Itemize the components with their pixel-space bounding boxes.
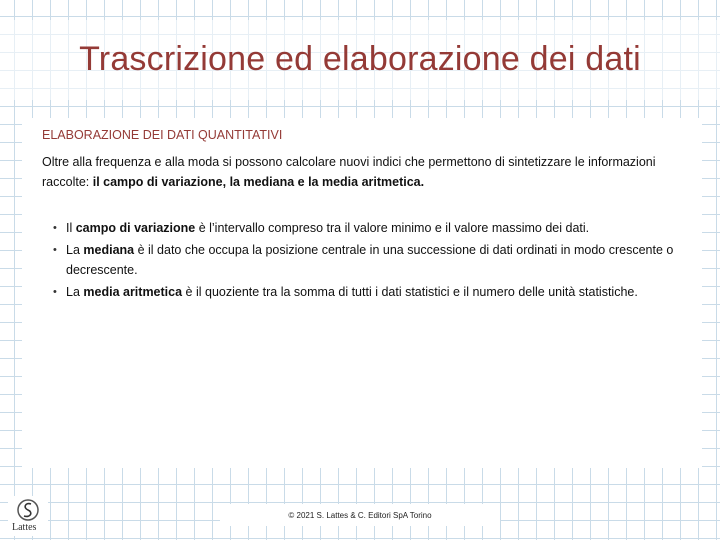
section-heading: ELABORAZIONE DEI DATI QUANTITATIVI — [42, 128, 283, 142]
title-band — [0, 20, 720, 100]
item-text: è l’intervallo compreso tra il valore minimo e il valore massimo dei dati. — [195, 221, 590, 235]
copyright-footer: © 2021 S. Lattes & C. Editori SpA Torino — [220, 504, 500, 526]
intro-bold: il campo di variazione, la mediana e la media aritmetica. — [92, 175, 425, 189]
list-item — [22, 218, 686, 238]
bullet-icon: • — [53, 286, 57, 298]
item-term: media aritmetica — [83, 285, 183, 299]
item-pre: Il — [66, 221, 76, 235]
bullet-icon: • — [53, 222, 57, 234]
item-pre: La — [66, 285, 84, 299]
content-panel — [22, 118, 702, 468]
intro-text: Oltre alla frequenza e alla moda si possono calcolare nuovi indici che permettono di sintetizzare le informazioni raccolte: — [42, 155, 656, 189]
definitions-list — [22, 218, 702, 304]
list-item — [22, 240, 686, 280]
item-pre: La — [66, 243, 84, 257]
logo-label: Lattes — [12, 522, 37, 533]
list-item — [22, 282, 686, 302]
bullet-icon: • — [53, 244, 57, 256]
item-text: è il quoziente tra la somma di tutti i dati statistici e il numero delle unità statistiche. — [182, 285, 638, 299]
item-term: mediana — [83, 243, 135, 257]
slide-title: Trascrizione ed elaborazione dei dati — [79, 39, 641, 78]
item-term: campo di variazione — [75, 221, 196, 235]
item-text: è il dato che occupa la posizione centrale in una successione di dati ordinati in modo crescente o decrescente. — [66, 243, 674, 277]
intro-paragraph — [42, 152, 682, 192]
publisher-logo — [8, 496, 48, 536]
